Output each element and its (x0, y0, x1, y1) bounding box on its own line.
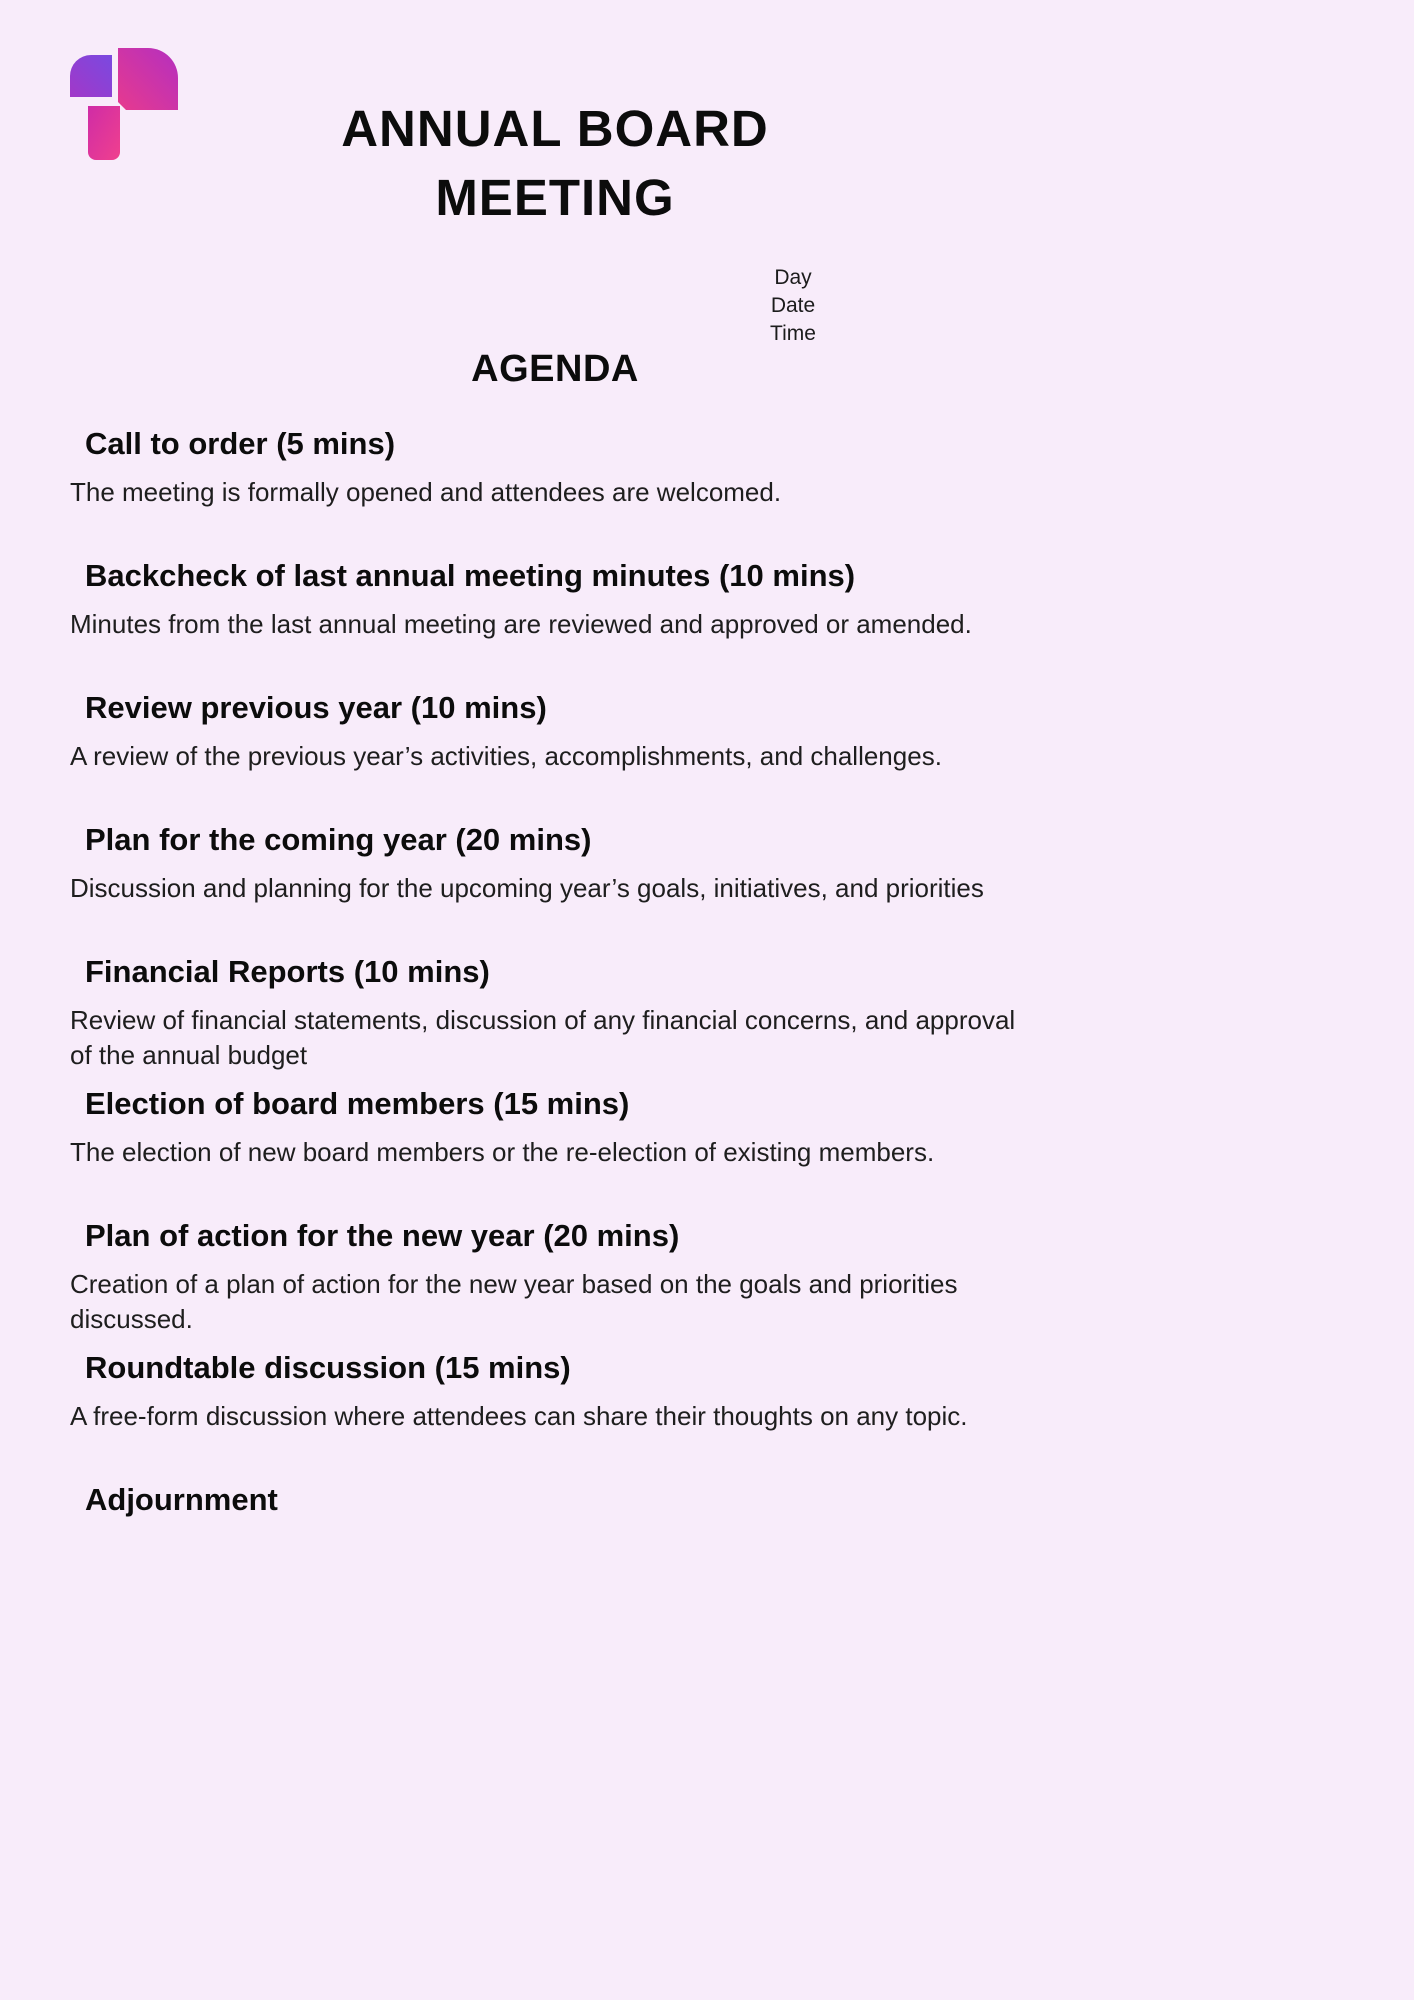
agenda-item-heading: Plan of action for the new year (20 mins) (85, 1218, 680, 1253)
agenda-item-heading: Plan for the coming year (20 mins) (85, 822, 592, 857)
agenda-item-heading: Election of board members (15 mins) (85, 1086, 630, 1121)
meta-block (770, 264, 816, 348)
agenda-item-description: The election of new board members or the re-election of existing members. (70, 1137, 935, 1167)
agenda-item-description: A review of the previous year’s activities, accomplishments, and challenges. (70, 741, 942, 771)
page-title (0, 94, 1110, 232)
agenda-item-heading: Roundtable discussion (15 mins) (85, 1350, 571, 1385)
agenda-item-backcheck-minutes (70, 556, 1042, 688)
agenda-item-heading: Review previous year (10 mins) (85, 690, 547, 725)
agenda-item-description: A free-form discussion where attendees can share their thoughts on any topic. (70, 1401, 968, 1431)
agenda-list (70, 424, 1042, 1612)
page-title-line1: ANNUAL BOARD (341, 100, 769, 157)
agenda-item-review-previous-year (70, 688, 1042, 820)
agenda-item-description: Discussion and planning for the upcoming year’s goals, initiatives, and priorities (70, 873, 984, 903)
agenda-item-description: Creation of a plan of action for the new year based on the goals and priorities discussed. (70, 1269, 958, 1334)
agenda-item-financial-reports (70, 952, 1042, 1084)
agenda-item-heading: Financial Reports (10 mins) (85, 954, 490, 989)
agenda-item-description: Review of financial statements, discussion of any financial concerns, and approval of the annual budget (70, 1005, 1016, 1070)
page-title-line2: MEETING (435, 169, 675, 226)
agenda-item-plan-coming-year (70, 820, 1042, 952)
agenda-item-adjournment (70, 1480, 1042, 1612)
agenda-item-plan-of-action (70, 1216, 1042, 1348)
meta-date: Date (770, 294, 816, 317)
meta-day: Day (774, 266, 812, 289)
meta-time: Time (770, 322, 816, 345)
agenda-item-election-board-members (70, 1084, 1042, 1216)
agenda-item-call-to-order (70, 424, 1042, 556)
agenda-item-description: The meeting is formally opened and attendees are welcomed. (70, 477, 782, 507)
agenda-item-heading: Call to order (5 mins) (85, 426, 396, 461)
agenda-item-description: Minutes from the last annual meeting are reviewed and approved or amended. (70, 609, 972, 639)
agenda-heading: AGENDA (471, 348, 639, 390)
agenda-item-heading: Adjournment (85, 1482, 278, 1517)
agenda-item-heading: Backcheck of last annual meeting minutes (10 mins) (85, 558, 856, 593)
agenda-item-roundtable-discussion (70, 1348, 1042, 1480)
